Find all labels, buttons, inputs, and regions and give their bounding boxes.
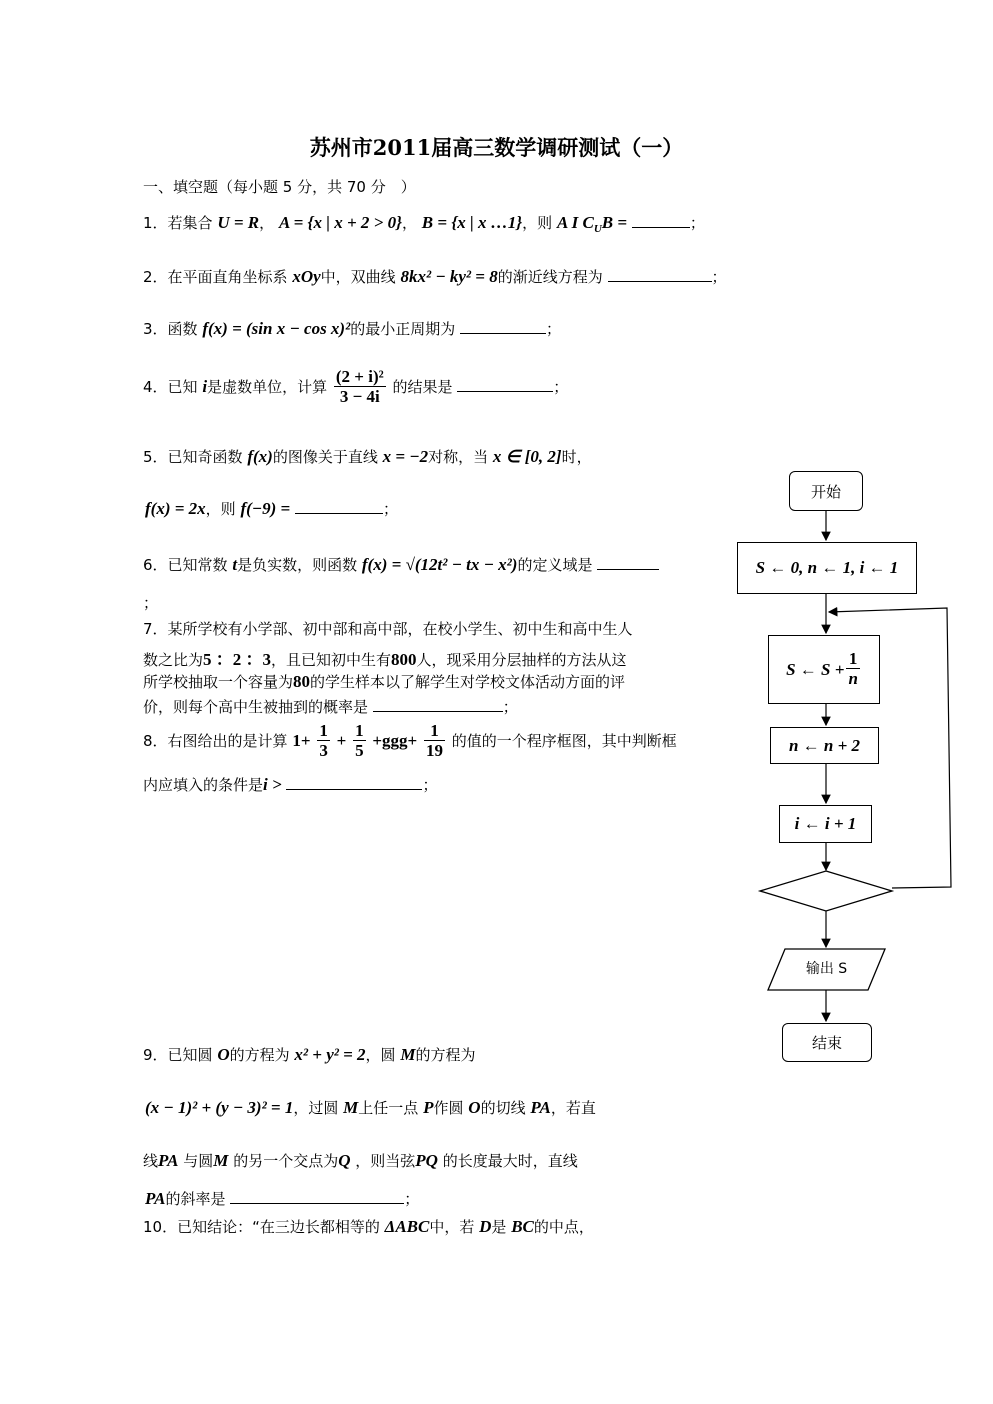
q6-text: 是负实数，则函数 (237, 556, 358, 574)
q2-end: ； (711, 268, 727, 286)
q1-number: 1． (143, 214, 168, 232)
q1-subscript: U (593, 223, 602, 235)
q1-math-set-a: A = {x | x + 2 > 0} (278, 213, 402, 232)
q1-math-set-b: B = {x | x …1} (421, 213, 523, 232)
q9-math: M (343, 1098, 359, 1117)
flowchart-update-s-label: S ← S + (786, 659, 845, 679)
q8-frac-num: 1 (424, 722, 445, 741)
q1-math-universe: U = R (217, 213, 260, 232)
q5-text: 对称，当 (428, 448, 489, 466)
q5-math-def: f(x) = 2x (145, 499, 206, 518)
flowchart-init (737, 542, 917, 594)
q9-number: 9． (143, 1046, 168, 1064)
flowchart-update-s (768, 635, 880, 704)
q7-text: 某所学校有小学部、初中部和高中部，在校小学生、初中生和高中生人 (167, 620, 633, 638)
q5-math-line: x = −2 (382, 447, 429, 466)
q8-end: ； (422, 776, 438, 794)
q8-frac-den: 19 (426, 741, 443, 760)
q10-text: 是 (491, 1218, 507, 1236)
q9-math-circle-m: (x − 1)² + (y − 3)² = 1 (145, 1098, 294, 1117)
flowchart-end: 结束 (782, 1023, 872, 1062)
q9-text: ，则当弦 (355, 1152, 416, 1170)
q5-text: 的图像关于直线 (272, 448, 378, 466)
q5-number: 5． (143, 448, 168, 466)
q1-math-expr-end: B = (601, 213, 628, 232)
q6-end: ； (143, 594, 159, 612)
page-title: 苏州市2011届高三数学调研测试（一） (309, 135, 684, 160)
q4-denominator: 3 − 4i (339, 387, 380, 406)
flowchart-init-label: S ← 0, n ← 1, i ← 1 (755, 558, 899, 577)
q7-text: 的学生样本以了解学生对学校文体活动方面的评 (310, 673, 626, 691)
q1-math-expr: A I C (556, 213, 594, 232)
q9-text: 的切线 (480, 1099, 526, 1117)
q8-frac-num: 1 (319, 721, 328, 740)
q9-math: PA (145, 1189, 166, 1208)
q7-number: 7． (143, 620, 168, 638)
flowchart-frac-num: 1 (846, 650, 859, 669)
q1-sep: ， (402, 214, 418, 232)
q6-number: 6． (143, 556, 168, 574)
q10-number: 10． (143, 1218, 178, 1236)
q5-end: ； (382, 500, 398, 518)
q7-text: ，且已知初中生有 (271, 651, 392, 669)
q4-math-i: i (202, 377, 208, 396)
q8-frac-den: 3 (319, 741, 328, 760)
q9-end: ； (404, 1190, 420, 1208)
q2-text: 在平面直角坐标系 (167, 268, 288, 286)
q5-math-interval: x ∈ [0, 2] (492, 447, 562, 466)
q3-text: 函数 (167, 320, 198, 338)
q4-text: 的结果是 (392, 378, 453, 396)
q10-math: ΔABC (384, 1217, 430, 1236)
q2-math-system: xOy (292, 267, 321, 286)
q4-text: 已知 (167, 378, 198, 396)
q6-math-t: t (232, 555, 238, 574)
q10-text: 的中点， (533, 1218, 594, 1236)
q9-text: 与圆 (183, 1152, 214, 1170)
q9-text: 上任一点 (358, 1099, 419, 1117)
q9-math: PQ (415, 1151, 438, 1170)
q6-text: 已知常数 (167, 556, 228, 574)
q8-frac-num: 1 (355, 721, 364, 740)
q7-text: 人，现采用分层抽样的方法从这 (416, 651, 627, 669)
q7-text: 所学校抽取一个容量为 (143, 673, 294, 691)
q6-text: 的定义域是 (517, 556, 593, 574)
q1-end: ； (689, 214, 705, 232)
q9-text: ，圆 (365, 1046, 396, 1064)
q5-math-f: f(x) (247, 447, 273, 466)
q8-math: 1+ (292, 731, 311, 750)
q9-text: 的方程为 (229, 1046, 290, 1064)
q5-math-query: f(−9) = (240, 499, 291, 518)
q9-text: 的斜率是 (165, 1190, 226, 1208)
q8-text: 右图给出的是计算 (167, 732, 288, 750)
q7-text: 价，则每个高中生被抽到的概率是 (143, 698, 369, 716)
q9-math: P (423, 1098, 434, 1117)
q9-math-circle-o: x² + y² = 2 (294, 1045, 366, 1064)
q7-math-sample: 80 (293, 672, 311, 691)
q10-text: 已知结论：“在三边长都相等的 (177, 1218, 380, 1236)
flowchart-update-n (770, 727, 879, 764)
q3-math-function: f(x) = (sin x − cos x)² (202, 319, 351, 338)
q2-text: 中，双曲线 (320, 268, 396, 286)
q4-number: 4． (143, 378, 168, 396)
q5-text: 时， (561, 448, 592, 466)
flowchart-fraction (846, 650, 859, 689)
q1-text: ，则 (522, 214, 553, 232)
q4-numerator: (2 + i)² (335, 367, 384, 386)
flowchart-output-label: 输出 S (805, 961, 848, 977)
q10-math: BC (511, 1217, 534, 1236)
q7-math-count: 800 (391, 650, 417, 669)
q4-text: 是虚数单位，计算 (207, 378, 328, 396)
q9-math: M (400, 1045, 416, 1064)
q9-text: 作圆 (433, 1099, 464, 1117)
q8-text: 内应填入的条件是 (143, 776, 264, 794)
q2-math-hyperbola: 8kx² − ky² = 8 (400, 267, 498, 286)
q8-math: +ggg+ (372, 731, 418, 750)
q8-math-condition: i > (263, 775, 282, 794)
q9-text: 线 (143, 1152, 159, 1170)
q8-number: 8． (143, 732, 168, 750)
flowchart-frac-den: n (848, 669, 858, 688)
q1-text: 若集合 (167, 214, 213, 232)
q10-text: 中，若 (429, 1218, 475, 1236)
flowchart-update-i-label: i ← i + 1 (794, 814, 857, 833)
q6-math-function: f(x) = √(12t² − tx − x²) (361, 555, 518, 574)
q7-math-ratio: 5 ：2 ：3 (203, 650, 272, 669)
section-heading: 一、填空题（每小题 5 分，共 70 分 ） (143, 178, 416, 196)
q7-text: 数之比为 (143, 651, 204, 669)
q4-end: ； (553, 378, 569, 396)
q9-math: O (468, 1098, 481, 1117)
q3-text: 的最小正周期为 (350, 320, 456, 338)
q2-text: 的渐近线方程为 (497, 268, 603, 286)
q7-end: ； (502, 698, 518, 716)
q9-text: ，过圆 (293, 1099, 339, 1117)
q2-number: 2． (143, 268, 168, 286)
q8-text: 的值的一个程序框图，其中判断框 (451, 732, 677, 750)
q9-math: M (213, 1151, 229, 1170)
q3-end: ； (546, 320, 562, 338)
flowchart-update-n-label: n ← n + 2 (788, 735, 861, 755)
q9-text: 已知圆 (167, 1046, 213, 1064)
q5-text: 已知奇函数 (167, 448, 243, 466)
flowchart-start: 开始 (789, 471, 863, 511)
q10-math: D (479, 1217, 492, 1236)
q9-text: 的另一个交点为 (233, 1152, 339, 1170)
q9-text: 的长度最大时，直线 (442, 1152, 578, 1170)
q5-text: ，则 (205, 500, 236, 518)
q9-text: 的方程为 (415, 1046, 476, 1064)
q9-math: Q (338, 1151, 351, 1170)
q9-math: O (217, 1045, 230, 1064)
q8-frac-den: 5 (355, 741, 364, 760)
q1-sep: ， (259, 214, 275, 232)
flowchart-update-i (779, 805, 872, 843)
decision-diamond (760, 871, 892, 911)
q3-number: 3． (143, 320, 168, 338)
q9-math: PA (158, 1151, 179, 1170)
q9-math: PA (530, 1098, 551, 1117)
q9-text: ，若直 (550, 1099, 596, 1117)
q8-math: + (336, 731, 347, 750)
